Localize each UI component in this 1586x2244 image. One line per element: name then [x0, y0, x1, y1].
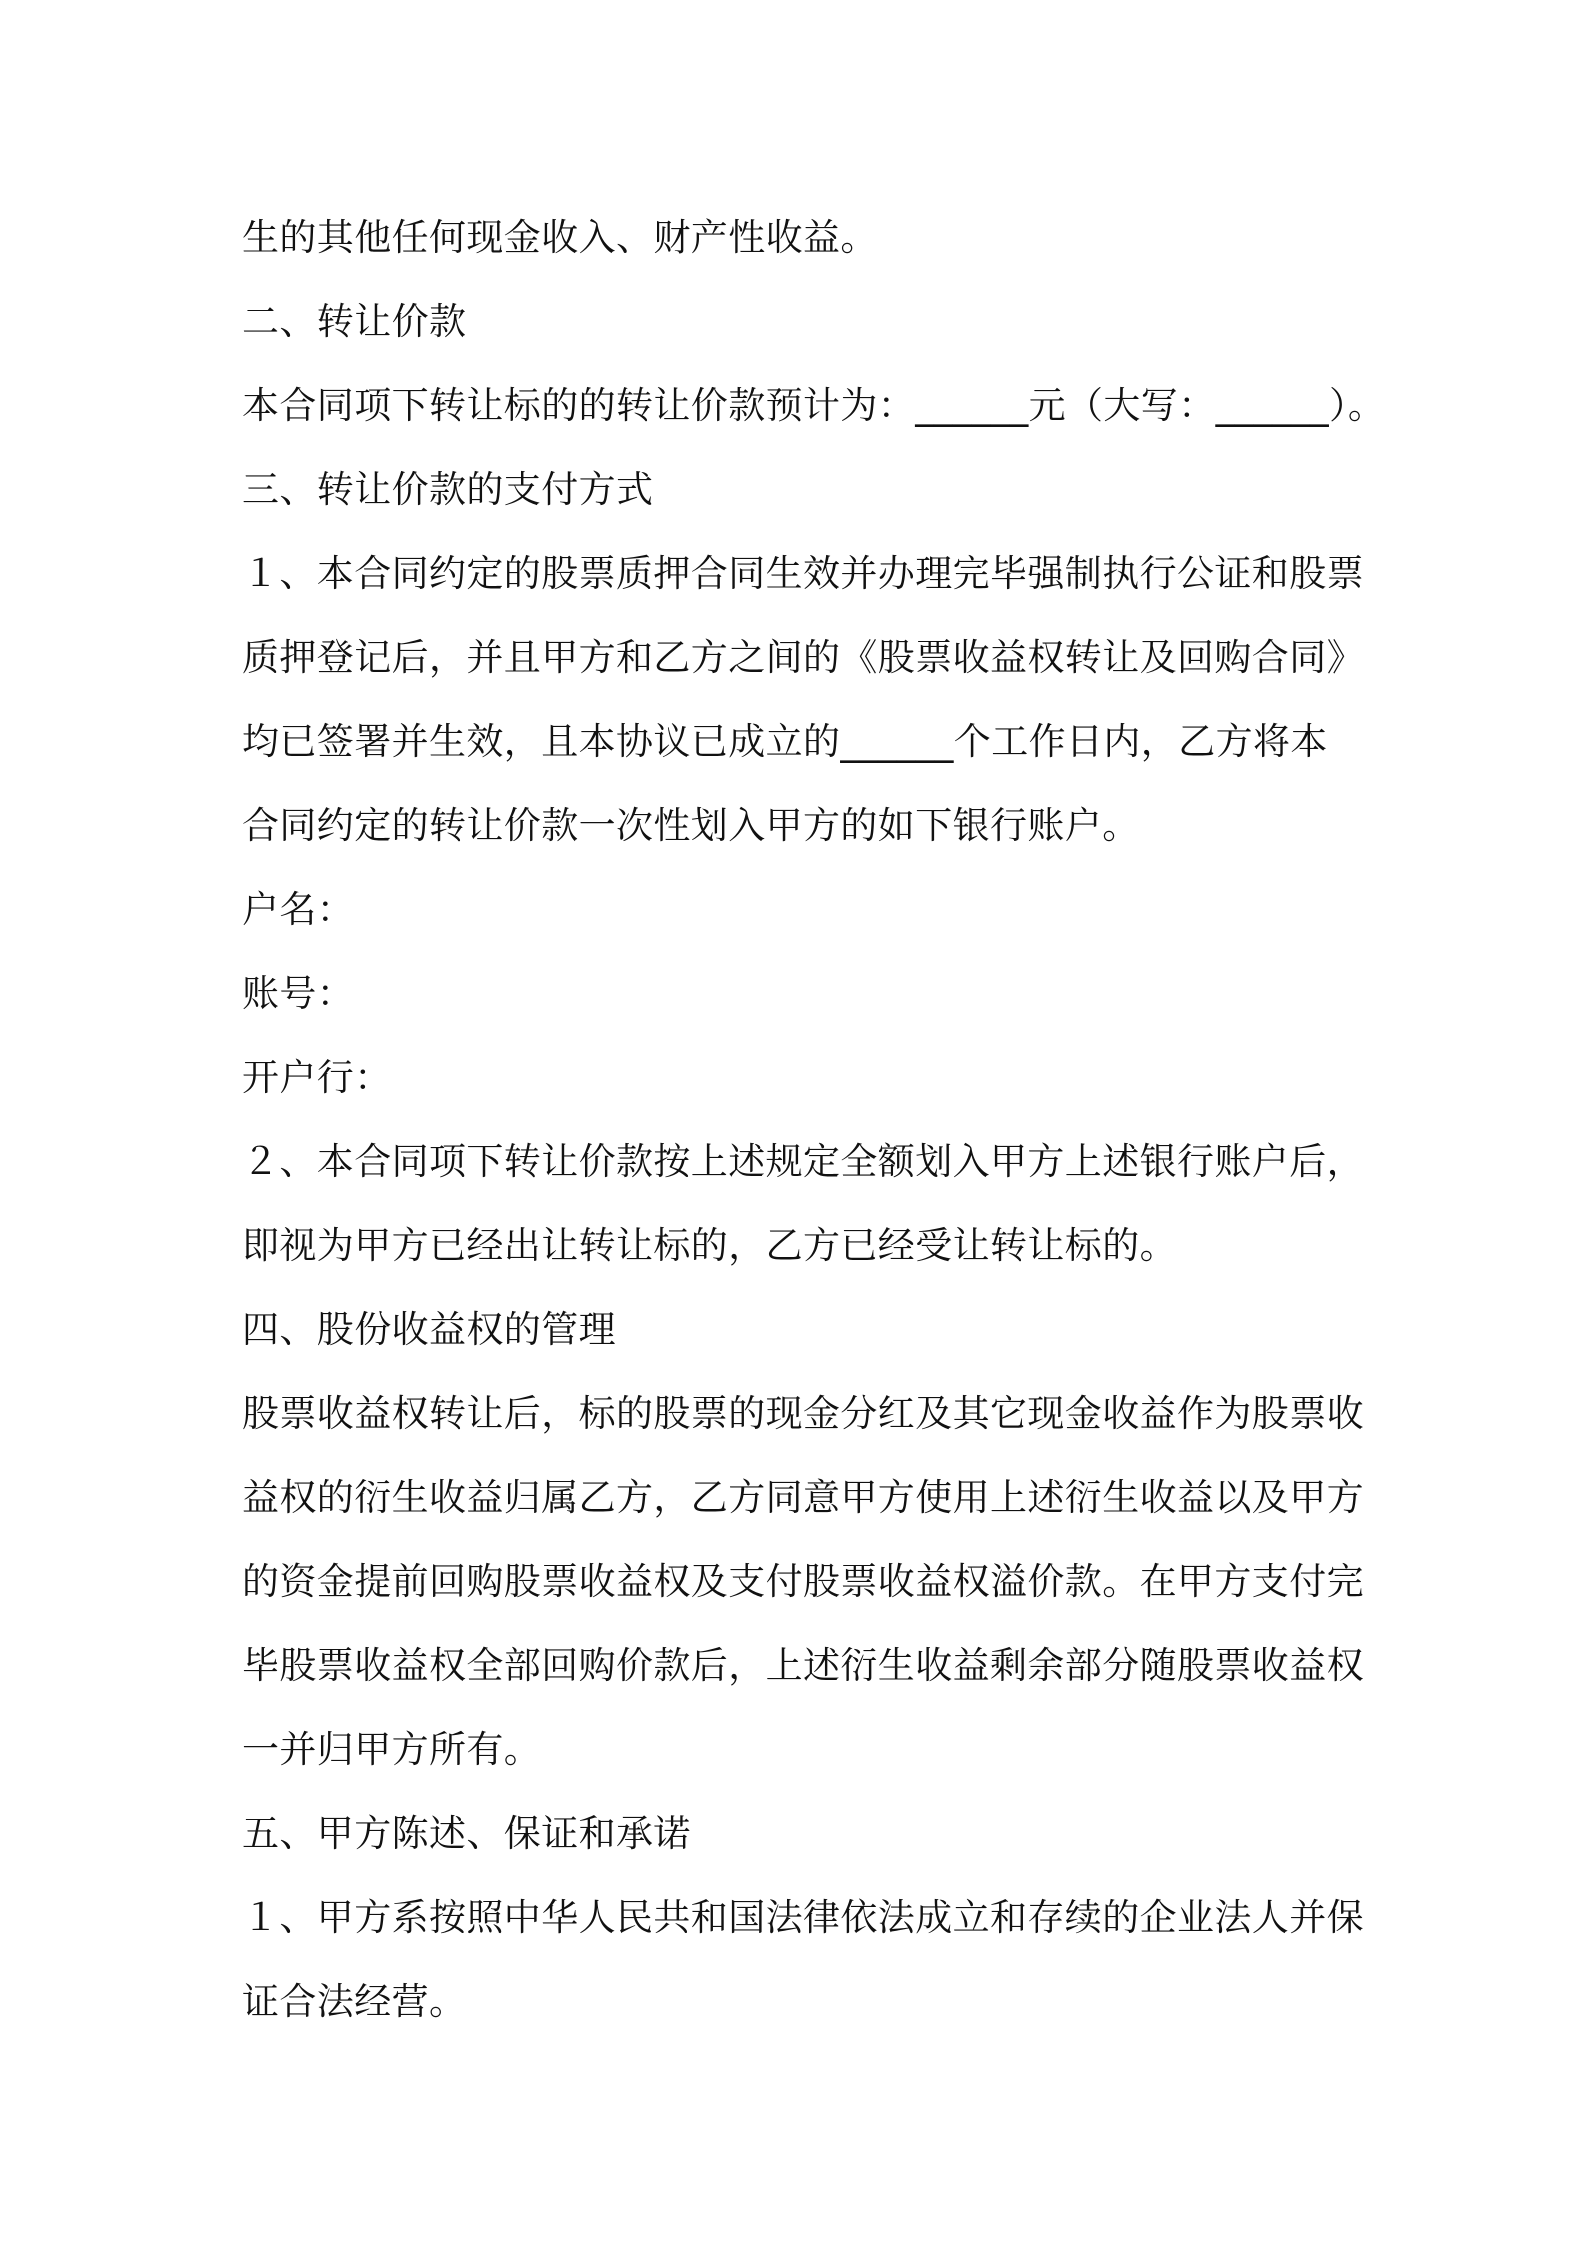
- section-heading-representations: 五、甲方陈述、保证和承诺: [242, 1812, 691, 1855]
- paragraph-line: 毕股票收益权全部回购价款后，上述衍生收益剩余部分随股票收益权: [242, 1644, 1364, 1687]
- account-number-label: 账号：: [242, 972, 355, 1015]
- section-heading-payment-method: 三、转让价款的支付方式: [242, 468, 654, 511]
- paragraph-line: 均已签署并生效，且本协议已成立的______个工作日内，乙方将本: [242, 720, 1328, 763]
- paragraph-line: 益权的衍生收益归属乙方，乙方同意甲方使用上述衍生收益以及甲方: [242, 1476, 1364, 1519]
- paragraph-line: 一并归甲方所有。: [242, 1728, 542, 1771]
- paragraph-transfer-price: 本合同项下转让标的的转让价款预计为：______元（大写：______）。: [242, 384, 1386, 427]
- section-heading-equity-management: 四、股份收益权的管理: [242, 1308, 616, 1351]
- account-name-label: 户名：: [242, 888, 355, 931]
- paragraph-line: １、甲方系按照中华人民共和国法律依法成立和存续的企业法人并保: [242, 1896, 1364, 1939]
- bank-label: 开户行：: [242, 1056, 392, 1099]
- paragraph-line: １、本合同约定的股票质押合同生效并办理完毕强制执行公证和股票: [242, 552, 1364, 595]
- paragraph-continuation: 生的其他任何现金收入、财产性收益。: [242, 216, 878, 259]
- paragraph-line: ２、本合同项下转让价款按上述规定全额划入甲方上述银行账户后，: [242, 1140, 1364, 1183]
- paragraph-line: 质押登记后，并且甲方和乙方之间的《股票收益权转让及回购合同》: [242, 636, 1364, 679]
- paragraph-line: 的资金提前回购股票收益权及支付股票收益权溢价款。在甲方支付完: [242, 1560, 1364, 1603]
- paragraph-line: 证合法经营。: [242, 1980, 467, 2023]
- paragraph-line: 合同约定的转让价款一次性划入甲方的如下银行账户。: [242, 804, 1140, 847]
- section-heading-transfer-price: 二、转让价款: [242, 300, 467, 343]
- paragraph-line: 即视为甲方已经出让转让标的，乙方已经受让转让标的。: [242, 1224, 1177, 1267]
- paragraph-line: 股票收益权转让后，标的股票的现金分红及其它现金收益作为股票收: [242, 1392, 1364, 1435]
- document-body: [242, 196, 1386, 2044]
